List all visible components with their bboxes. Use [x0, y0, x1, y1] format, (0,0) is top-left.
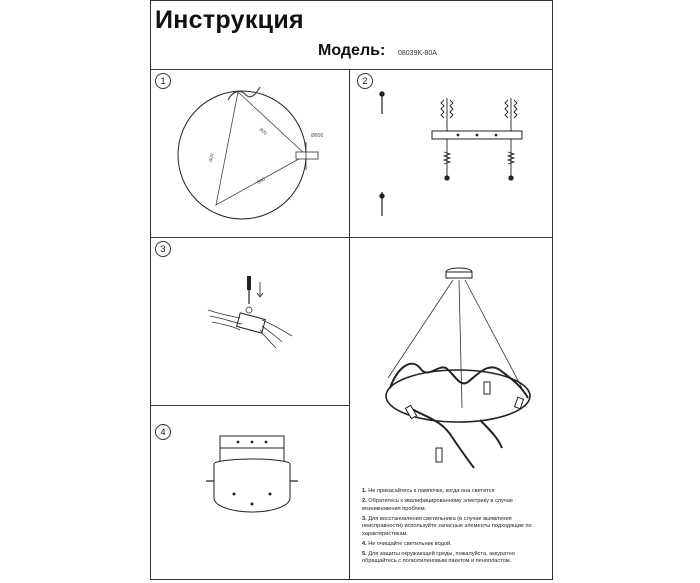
- step2-bracket-diagram: [350, 70, 553, 237]
- page-title: Инструкция: [155, 6, 304, 34]
- arrow-down-icon: [257, 282, 263, 297]
- step-number-3: 3: [155, 241, 171, 257]
- screw-icon: [380, 192, 384, 216]
- model-label: Модель:: [318, 42, 386, 59]
- screw-icon: [380, 92, 384, 114]
- step1-ring-diagram: [150, 70, 350, 237]
- note-item: 5. Для защиты окружающей среды, пожалуйста, аккуратно обращайтесь с полиэтиленовым пакетом и пенопластом.: [362, 550, 515, 564]
- step4-canopy-diagram: [150, 406, 350, 580]
- model-value: 08039K-80A: [398, 50, 437, 57]
- step3-wiring-diagram: [150, 238, 350, 405]
- diameter-label: Ø800: [311, 133, 324, 139]
- step-number-1: 1: [155, 73, 171, 89]
- chain-length-label: 800: [257, 126, 268, 137]
- step-number-4: 4: [155, 424, 171, 440]
- safety-notes: [362, 488, 550, 568]
- note-item: 4. Не очищайте светильник водой.: [362, 540, 452, 547]
- bottom-length-label: 800: [256, 176, 267, 186]
- note-item: 2. Обратитесь к квалифицированному электрику в случае возникновения проблем.: [362, 498, 513, 512]
- screwdriver-icon: [247, 276, 251, 304]
- terminal-block: [237, 313, 266, 333]
- chandelier-illustration: [350, 238, 553, 488]
- side-length-label: 800: [208, 153, 216, 163]
- wall-anchor-icon: [441, 98, 517, 132]
- note-item: 1. Не прикасайтесь к лампочке, когда она светится: [362, 488, 495, 494]
- note-item: 3. Для восстановления светильника (в случае выявления неисправности) используйте запасные элементы подходящие по характеристикам.: [362, 515, 532, 537]
- step-number-2: 2: [357, 73, 373, 89]
